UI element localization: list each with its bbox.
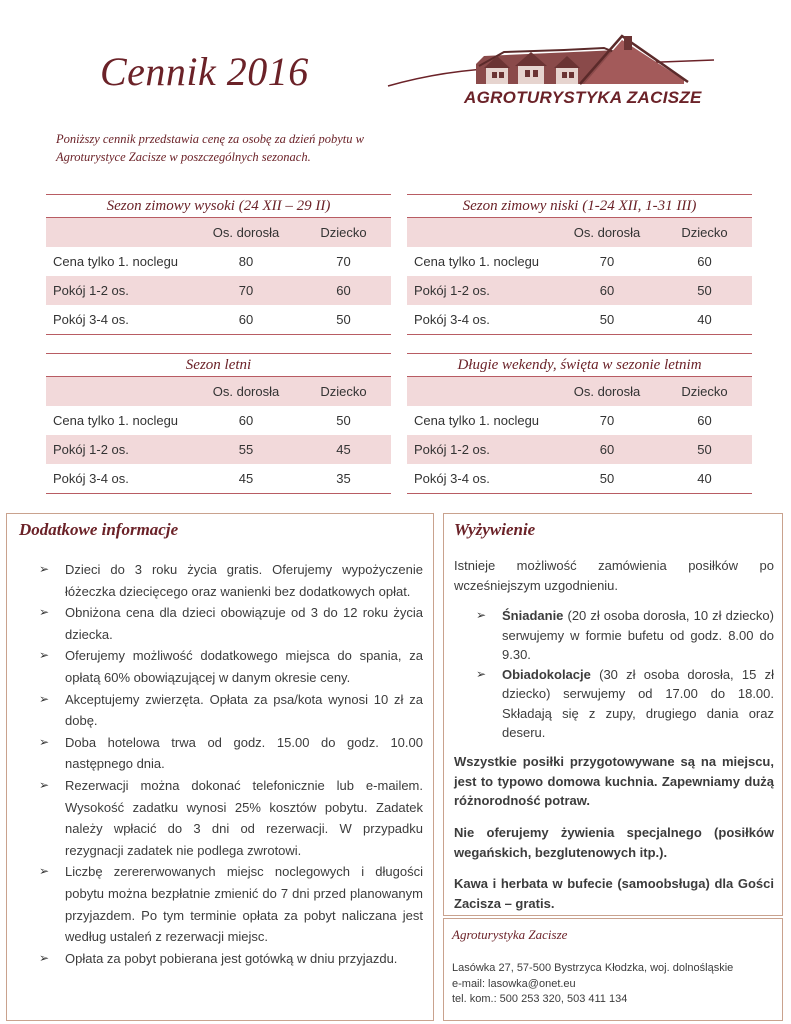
list-item: ➢ Dzieci do 3 roku życia gratis. Oferujemy wypożyczenie łóżeczka dziecięcego oraz wanienki bez dodatkowych opłat. bbox=[37, 559, 423, 602]
arrow-bullet-icon: ➢ bbox=[39, 864, 50, 879]
food-box bbox=[443, 513, 783, 916]
table-row: Cena tylko 1. noclegu 70 60 bbox=[414, 254, 712, 269]
arrow-bullet-icon: ➢ bbox=[39, 734, 50, 749]
info-title: Dodatkowe informacje bbox=[19, 520, 179, 539]
price-table-winter-high bbox=[46, 194, 391, 335]
arrow-bullet-icon: ➢ bbox=[39, 777, 50, 792]
logo-text: AGROTURYSTYKA ZACISZE bbox=[464, 88, 702, 107]
list-item: ➢ Doba hotelowa trwa od godz. 15.00 do godz. 10.00 następnego dnia. bbox=[37, 732, 423, 775]
price-table-title: Sezon zimowy wysoki (24 XII – 29 II) bbox=[46, 195, 391, 218]
table-row: Pokój 3-4 os. 45 35 bbox=[53, 471, 351, 486]
food-note-coffee: Kawa i herbata w bufecie (samoobsługa) dla Gości Zacisza – gratis. bbox=[454, 876, 774, 911]
arrow-bullet-icon: ➢ bbox=[39, 691, 50, 706]
contact-name: Agroturystyka Zacisze bbox=[452, 927, 568, 942]
table-row: Cena tylko 1. noclegu 60 50 bbox=[53, 413, 351, 428]
table-row: Cena tylko 1. noclegu 80 70 bbox=[53, 254, 351, 269]
price-table-long-weekends bbox=[407, 353, 752, 494]
list-item: ➢ Obniżona cena dla dzieci obowiązuje od 3 do 12 roku życia dziecka. bbox=[37, 602, 423, 645]
list-item: ➢ Akceptujemy zwierzęta. Opłata za psa/kota wynosi 10 zł za dobę. bbox=[37, 689, 423, 732]
table-row: Pokój 3-4 os. 50 40 bbox=[414, 312, 712, 327]
intro-text: Poniższy cennik przedstawia cenę za osobę za dzień pobytu w Agroturystyce Zacisze w poszczególnych sezonach. bbox=[56, 132, 364, 164]
food-title: Wyżywienie bbox=[454, 520, 536, 539]
info-box bbox=[6, 513, 434, 1021]
col-child: Dziecko bbox=[681, 225, 728, 240]
col-adult: Os. dorosła bbox=[212, 225, 280, 240]
price-table-header bbox=[46, 377, 391, 406]
price-table-header bbox=[407, 218, 752, 247]
food-note-no-special: Nie oferujemy żywienia specjalnego (posiłków wegańskich, bezglutenowych itp.). bbox=[454, 825, 774, 860]
price-table-title: Długie wekendy, święta w sezonie letnim bbox=[407, 354, 752, 377]
col-child: Dziecko bbox=[320, 225, 367, 240]
col-adult: Os. dorosła bbox=[573, 384, 641, 399]
page-title: Cennik 2016 bbox=[100, 49, 309, 94]
price-table-header bbox=[46, 218, 391, 247]
table-row: Pokój 1-2 os. 60 50 bbox=[407, 276, 752, 305]
contact-details bbox=[452, 961, 733, 1008]
price-table-title: Sezon letni bbox=[46, 354, 391, 377]
meal-list bbox=[474, 606, 774, 743]
arrow-bullet-icon: ➢ bbox=[39, 605, 50, 620]
logo bbox=[384, 30, 744, 120]
arrow-bullet-icon: ➢ bbox=[39, 562, 50, 576]
table-row: Pokój 1-2 os. 60 50 bbox=[407, 435, 752, 464]
col-child: Dziecko bbox=[681, 384, 728, 399]
food-intro: Istnieje możliwość zamówienia posiłków po wcześniejszym uzgodnieniu. bbox=[454, 558, 774, 593]
arrow-bullet-icon: ➢ bbox=[476, 608, 487, 622]
col-child: Dziecko bbox=[320, 384, 367, 399]
table-row: Pokój 1-2 os. 70 60 bbox=[46, 276, 391, 305]
list-item: ➢ Śniadanie (20 zł osoba dorosła, 10 zł dziecko) serwujemy w formie bufetu od godz. 8.00 do 9.30. bbox=[476, 608, 774, 662]
contact-email: e-mail: lasowka@onet.eu bbox=[452, 977, 576, 990]
table-row: Pokój 3-4 os. 50 40 bbox=[414, 471, 712, 486]
price-table-summer bbox=[46, 353, 391, 494]
info-list bbox=[37, 559, 423, 969]
list-item: ➢ Opłata za pobyt pobierana jest gotówką w dniu przyjazdu. bbox=[37, 948, 423, 970]
price-table-header bbox=[407, 377, 752, 406]
list-item: ➢ Rezerwacji można dokonać telefonicznie lub e-mailem. Wysokość zadatku wynosi 25% kosztów pobytu. Zadatek należy wpłacić do 3 dni od rezerwacji. W przypadku rezygnacji zadatek nie podlega zwrotowi. bbox=[37, 775, 423, 861]
food-note-home-cooking: Wszystkie posiłki przygotowywane są na miejscu, jest to typowo domowa kuchnia. Zapewniamy dużą różnorodność potraw. bbox=[454, 754, 774, 808]
col-adult: Os. dorosła bbox=[212, 384, 280, 399]
contact-phone: tel. kom.: 500 253 320, 503 411 134 bbox=[452, 993, 628, 1005]
contact-box bbox=[443, 918, 783, 1021]
arrow-bullet-icon: ➢ bbox=[39, 648, 50, 663]
list-item: ➢ Liczbę zerererwowanych miejsc noclegowych i długości pobytu można bezpłatnie zmienić do 7 dni przed planowanym przyjazdem. Po tym terminie opłata za pobyt naliczana jest według ustaleń z rezerwacji miejsc. bbox=[37, 861, 423, 947]
price-table-winter-low bbox=[407, 194, 752, 335]
arrow-bullet-icon: ➢ bbox=[476, 666, 487, 681]
price-table-title: Sezon zimowy niski (1-24 XII, 1-31 III) bbox=[407, 195, 752, 218]
table-row: Pokój 1-2 os. 55 45 bbox=[46, 435, 391, 464]
table-row: Cena tylko 1. noclegu 70 60 bbox=[414, 413, 712, 428]
arrow-bullet-icon: ➢ bbox=[39, 950, 50, 965]
table-row: Pokój 3-4 os. 60 50 bbox=[53, 312, 351, 327]
contact-address: Lasówka 27, 57-500 Bystrzyca Kłodzka, woj. dolnośląskie bbox=[452, 962, 734, 974]
list-item: ➢ Obiadokolacje (30 zł osoba dorosła, 15 zł dziecko) serwujemy od 17.00 do 18.00. Składają się z zupy, drugiego dania oraz deseru. bbox=[476, 666, 774, 740]
col-adult: Os. dorosła bbox=[573, 225, 641, 240]
list-item: ➢ Oferujemy możliwość dodatkowego miejsca do spania, za opłatą 60% obowiązującej w danym okresie ceny. bbox=[37, 645, 423, 688]
